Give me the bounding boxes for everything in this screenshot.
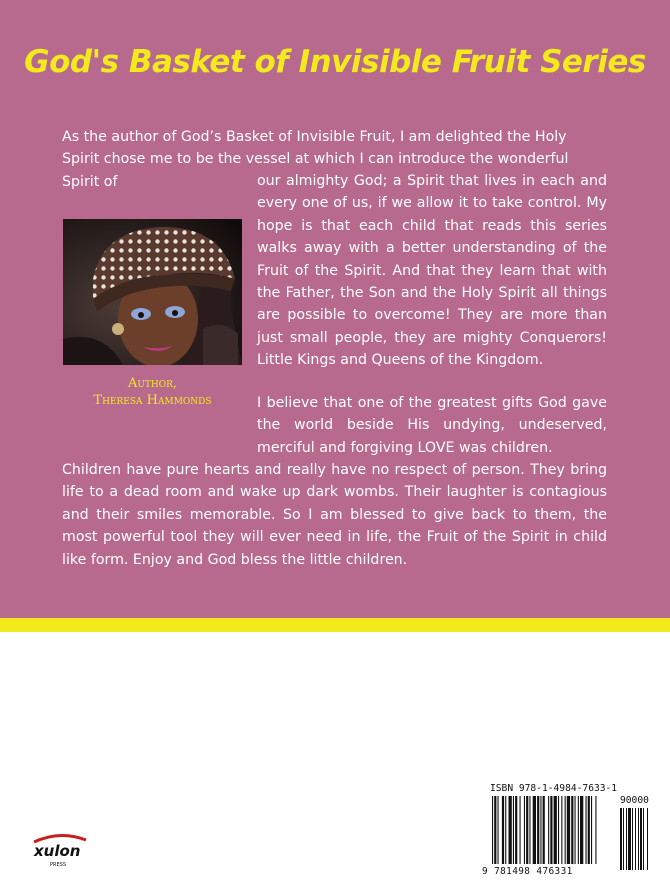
barcode-bar xyxy=(524,796,525,864)
price-code: 90000 xyxy=(620,795,649,806)
barcode-bar xyxy=(550,796,552,864)
barcode-bar xyxy=(554,796,557,864)
author-caption-name: Theresa Hammonds xyxy=(93,393,212,408)
publisher-logo-subtext: PRESS xyxy=(50,862,66,868)
paragraph-1-body: our almighty God; a Spirit that lives in each and every one of us, if we allow it to take control. My hope is that each child that reads this series walks away with a better understanding of the Fruit of the Spirit. And that they learn that with the Father, the Son and the Holy Spirit all things are possible to overcome! They are more than just small people, they are mighty Conquerors! Little Kings and Queens of the Kingdom. xyxy=(257,173,607,369)
series-title: God's Basket of Invisible Fruit Series xyxy=(24,44,646,80)
barcode-bar xyxy=(580,796,583,864)
barcode-bar xyxy=(529,796,530,864)
barcode-bar xyxy=(567,796,570,864)
author-photo xyxy=(63,219,242,365)
barcode-addon-bar xyxy=(626,808,627,870)
barcode-bar xyxy=(586,796,587,864)
barcode-addon-bar xyxy=(628,808,631,870)
barcode-bar xyxy=(575,796,576,864)
publisher-logo xyxy=(30,832,94,882)
paragraph-1-intro: As the author of God’s Basket of Invisible Fruit, I am delighted the Holy Spirit chose me to be the vessel at which I can introduce the wonderful Spirit of xyxy=(62,129,569,190)
barcode-addon-bar xyxy=(623,808,624,870)
barcode-addon-bar xyxy=(647,808,648,870)
barcode-bar xyxy=(591,796,592,864)
barcode-bar xyxy=(520,796,521,864)
xulon-press-logo-icon xyxy=(30,832,94,882)
barcode-bar xyxy=(595,796,596,864)
barcode-bar xyxy=(540,796,541,864)
barcode-bar xyxy=(502,796,504,864)
paragraph-2-intro: I believe that one of the greatest gifts God gave the world beside His undying, undeserved, merciful and forgiving LOVE was children. xyxy=(257,395,607,456)
author-caption xyxy=(63,375,242,409)
isbn-number: ISBN 978-1-4984-7633-1 xyxy=(490,783,618,794)
yellow-stripe xyxy=(0,618,670,632)
author-caption-role: Author, xyxy=(127,376,178,391)
barcode-addon-bar xyxy=(635,808,636,870)
ean-digits: 9 781498 476331 xyxy=(482,866,573,877)
barcode-bar xyxy=(505,796,506,864)
barcode-addon-bar xyxy=(640,808,642,870)
paragraph-2-body: Children have pure hearts and really have no respect of person. They bring life to a dead room and wake up dark wombs. Their laughter is contagious and their smiles memorable. So I am blessed to give back to them, the most powerful tool they will ever need in life, the Fruit of the Spirit in child like form. Enjoy and God bless the little children. xyxy=(62,462,607,568)
barcode-addon-bar xyxy=(643,808,644,870)
barcode-bar xyxy=(513,796,514,864)
barcode-bar xyxy=(543,796,545,864)
barcode-addon-bar xyxy=(620,808,622,870)
barcode-bar xyxy=(498,796,499,864)
barcode-addon-bar xyxy=(638,808,639,870)
barcode-bar xyxy=(561,796,562,864)
barcode-bar xyxy=(515,796,517,864)
barcode-bar xyxy=(578,796,579,864)
barcode-bar xyxy=(509,796,512,864)
barcode-bar xyxy=(588,796,590,864)
barcode-bar xyxy=(526,796,528,864)
barcode-bar xyxy=(492,796,493,864)
barcode-bar xyxy=(533,796,536,864)
author-portrait-image xyxy=(63,219,242,365)
barcode-bar xyxy=(565,796,566,864)
barcode-bar xyxy=(571,796,573,864)
publisher-logo-text: xulon xyxy=(34,842,81,860)
barcode-addon-bar xyxy=(632,808,633,870)
barcode-bar xyxy=(548,796,549,864)
barcode-bar xyxy=(494,796,496,864)
barcode-bar xyxy=(537,796,539,864)
barcode-bar xyxy=(558,796,559,864)
